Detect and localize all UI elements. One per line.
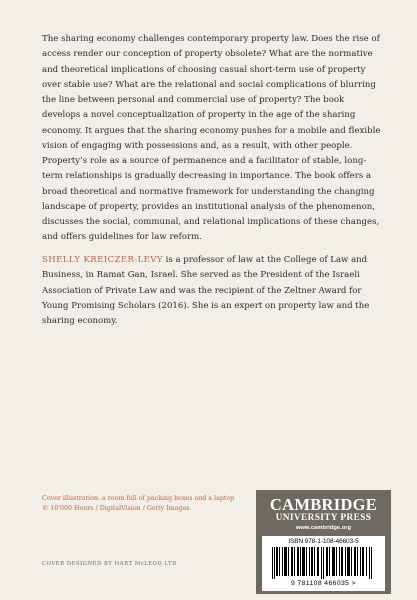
book-description bbox=[42, 32, 382, 246]
publisher-block bbox=[256, 490, 391, 594]
cover-designer-credit: COVER DESIGNED BY HART McLEOD LTD bbox=[42, 561, 177, 567]
author-bio-text: is a professor of law at the College of Law and Business, in Ramat Gan, Israel. She served as the President of the Israeli Association of Private Law and was the recipient of the Zeltner Award for Young Promising Scholars (2016). She is an expert on property law and the sharing economy. bbox=[42, 255, 370, 326]
publisher-url: www.cambridge.org bbox=[295, 525, 352, 531]
cover-illustration-credit bbox=[42, 494, 242, 514]
publisher-logo-name: CAMBRIDGE bbox=[269, 495, 378, 514]
credit-line: © 10'000 Hours / DigitalVision / Getty Images. bbox=[42, 505, 192, 512]
barcode-bars bbox=[272, 547, 375, 579]
description-paragraph: The sharing economy challenges contemporary property law. Does the rise of access render our conception of property obsolete? What are the normative and theoretical implications of choosing casual short-term use of property over stable use? What are the relational and social complications of blurring the line between personal and commercial use of property? The book develops a novel conceptualization of property in the age of the sharing economy. It argues that the sharing economy pushes for a mobile and flexible vision of engaging with possessions and, as a result, with other people. Property’s role as a source of permanence and a facilitator of stable, long-term relationships is gradually decreasing in importance. The book offers a broad theoretical and normative framework for understanding the changing landscape of property, provides an institutional analysis of the phenomenon, discusses the social, communal, and relational implications of these changes, and offers guidelines for law reform. bbox=[42, 34, 381, 243]
barcode-number: 9 781108 466035 > bbox=[290, 580, 357, 587]
credit-line: Cover illustration: a room full of packing boxes and a laptop bbox=[42, 495, 235, 502]
publisher-logo-subtitle: UNIVERSITY PRESS bbox=[275, 513, 372, 523]
isbn-label: ISBN 978-1-108-46603-5 bbox=[288, 538, 359, 545]
author-bio bbox=[42, 253, 380, 329]
isbn-barcode bbox=[262, 536, 385, 591]
author-name: SHELLY KREICZER-LEVY bbox=[42, 255, 163, 265]
